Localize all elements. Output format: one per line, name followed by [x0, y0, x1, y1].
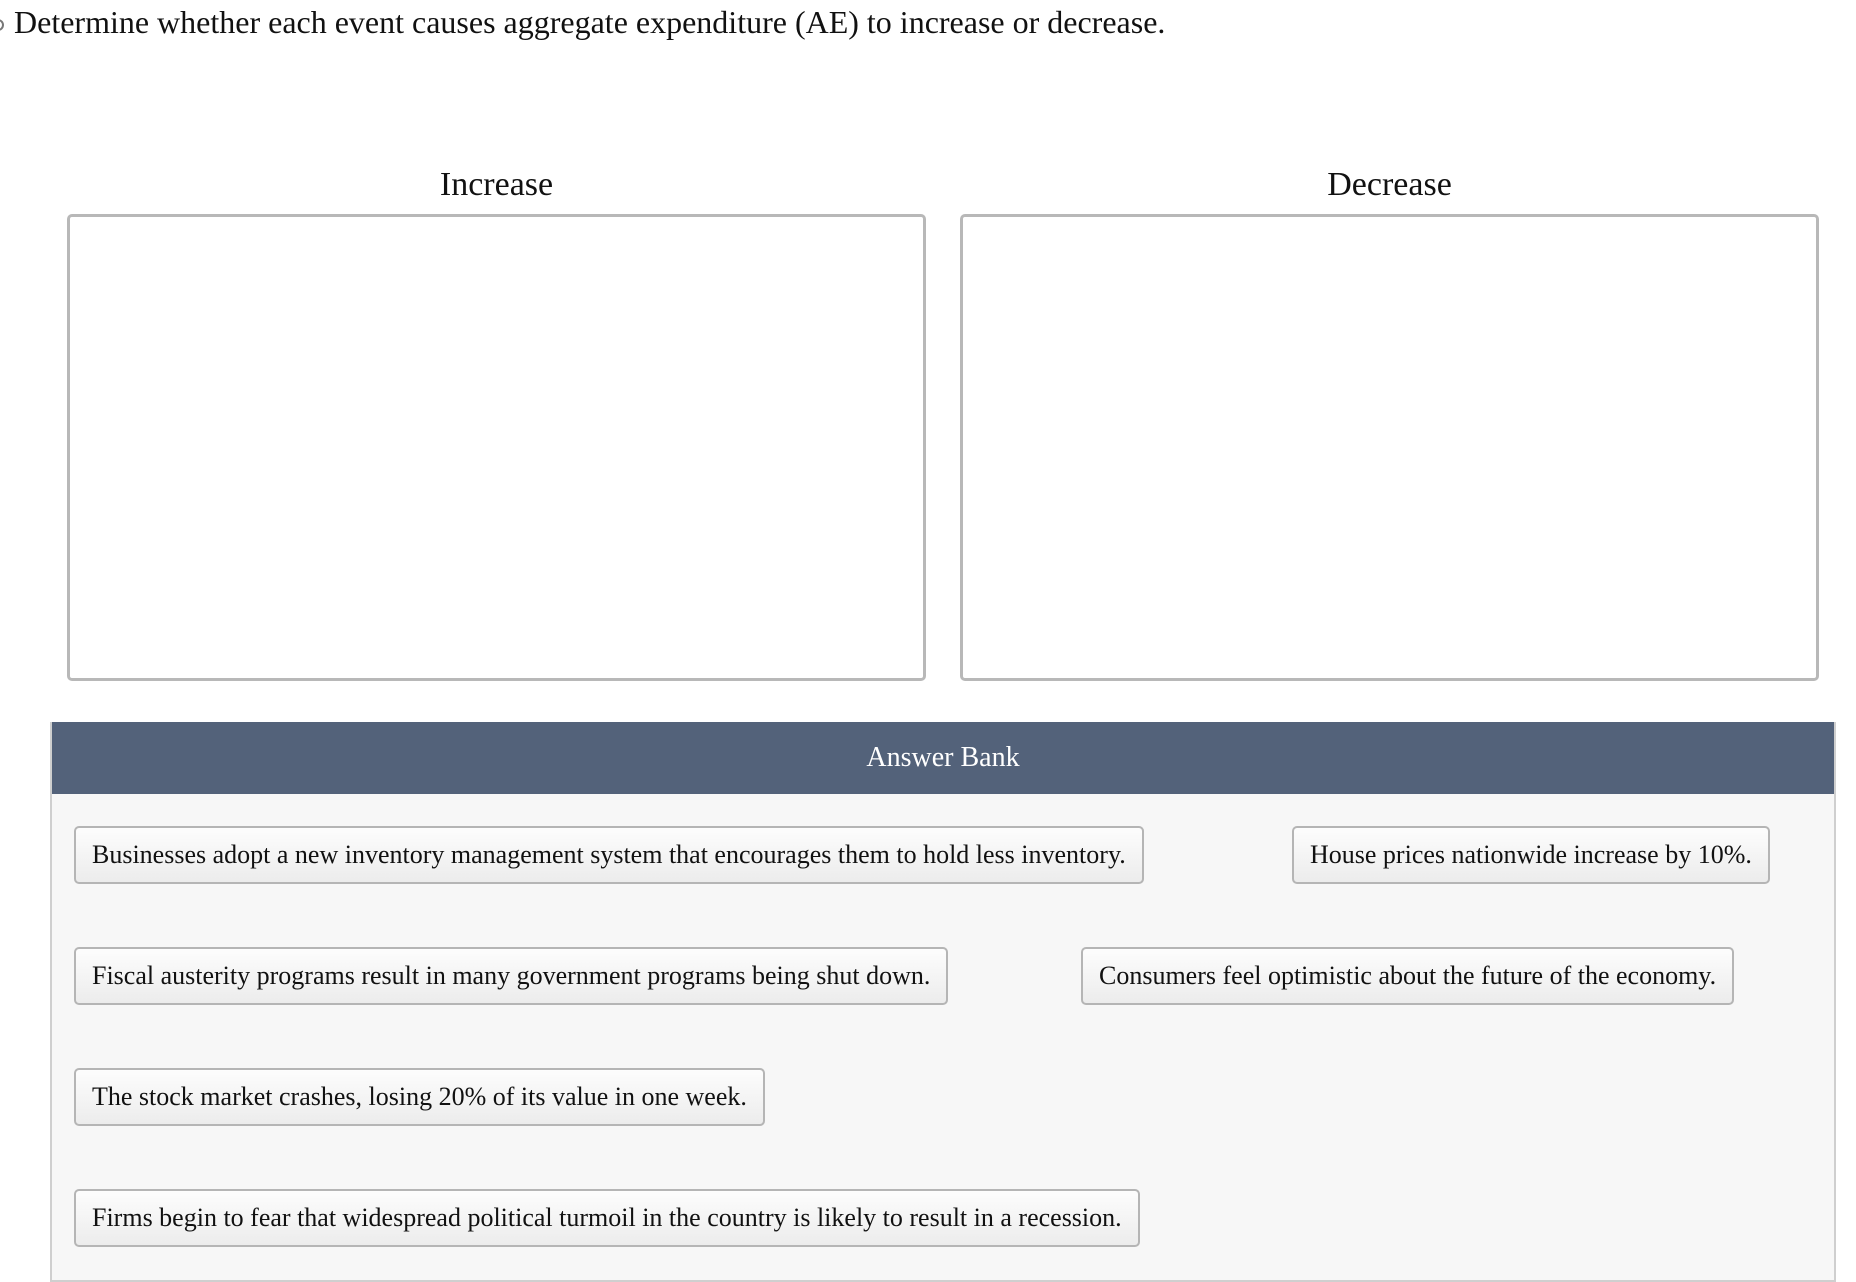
- question-text: Determine whether each event causes aggregate expenditure (AE) to increase or decrease.: [14, 4, 1166, 40]
- increase-zone-label: Increase: [439, 166, 554, 203]
- answer-chip-house-prices[interactable]: House prices nationwide increase by 10%.: [1292, 826, 1770, 884]
- answer-chip-inventory[interactable]: Businesses adopt a new inventory management system that encourages them to hold less inventory.: [74, 826, 1144, 884]
- decrease-drop-zone[interactable]: [960, 214, 1819, 681]
- answer-bank: [50, 722, 1836, 1282]
- answer-chip-stock-crash[interactable]: The stock market crashes, losing 20% of its value in one week.: [74, 1068, 765, 1126]
- question-marker-icon: [0, 19, 4, 31]
- answer-chip-political-turmoil[interactable]: Firms begin to fear that widespread political turmoil in the country is likely to result in a recession.: [74, 1189, 1140, 1247]
- answer-chip-fiscal-austerity[interactable]: Fiscal austerity programs result in many government programs being shut down.: [74, 947, 948, 1005]
- decrease-zone-label: Decrease: [1327, 166, 1452, 203]
- increase-drop-zone[interactable]: [67, 214, 926, 681]
- answer-chip-consumer-optimism[interactable]: Consumers feel optimistic about the future of the economy.: [1081, 947, 1734, 1005]
- answer-bank-header: Answer Bank: [52, 722, 1834, 794]
